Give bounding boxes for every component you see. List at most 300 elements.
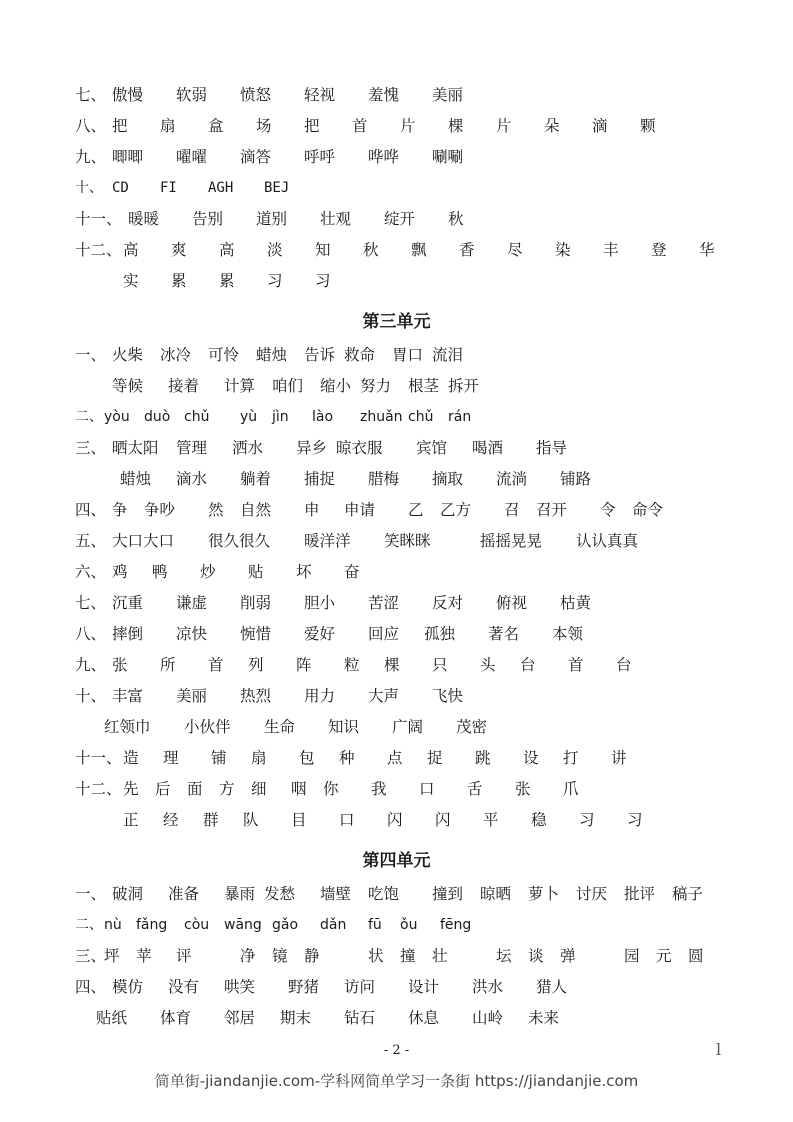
answer-word: 把 [112, 117, 128, 135]
answer-word: 我 [371, 780, 387, 798]
answer-word: 香 [459, 241, 475, 259]
answer-word: 模仿 [112, 978, 144, 996]
answer-word: 指导 [536, 439, 568, 457]
answer-word: 钻石 [344, 1009, 376, 1027]
answer-word: 首 [352, 117, 368, 135]
answer-word: 滴水 [176, 470, 208, 488]
answer-word: 嚁嚁 [176, 148, 208, 166]
answer-word: 茂密 [456, 718, 488, 736]
answer-word: 累 [171, 272, 187, 290]
answer-word: 十二、 [75, 780, 122, 798]
answer-word: 丰富 [112, 687, 144, 705]
answer-word: 缩小 [320, 377, 352, 395]
answer-word: 傲慢 [112, 86, 144, 104]
answer-word: 台 [520, 656, 536, 674]
answer-word: BEJ [264, 180, 290, 196]
answer-word: 本领 [552, 625, 584, 643]
answer-word: 谦虚 [176, 594, 208, 612]
answer-word: 捕捉 [304, 470, 336, 488]
answer-word: fū [368, 917, 382, 933]
answer-word: 申请 [344, 501, 376, 519]
answer-word: 十二、 [75, 241, 122, 259]
answer-word: 片 [496, 117, 512, 135]
answer-word: 萝卜 [528, 885, 560, 903]
answer-word: 发愁 [264, 885, 296, 903]
answer-word: 命令 [632, 501, 664, 519]
answer-word: 二、 [75, 409, 103, 425]
answer-line [0, 943, 793, 969]
answer-word: 九、 [75, 656, 107, 674]
answer-word: 张 [515, 780, 531, 798]
unit-heading: 第四单元 [362, 851, 431, 871]
answer-word: 十一、 [75, 210, 122, 228]
answer-word: 盒 [208, 117, 224, 135]
answer-word: fǎng [136, 917, 168, 933]
answer-word: 访问 [344, 978, 376, 996]
answer-word: 著名 [488, 625, 520, 643]
answer-word: 棵 [384, 656, 400, 674]
answer-word: 三、 [75, 947, 107, 965]
answer-word: 洒水 [232, 439, 264, 457]
answer-line [0, 404, 793, 430]
answer-word: 镜 [272, 947, 288, 965]
answer-word: 二、 [75, 917, 103, 933]
answer-line [0, 807, 793, 833]
answer-word: 唰唰 [432, 148, 464, 166]
answer-word: 阵 [296, 656, 312, 674]
answer-word: 哄笑 [224, 978, 256, 996]
answer-word: 滴 [592, 117, 608, 135]
answer-word: 喝酒 [472, 439, 504, 457]
answer-word: 大口大口 [112, 532, 175, 550]
answer-word: 设计 [408, 978, 440, 996]
answer-word: 摔倒 [112, 625, 144, 643]
answer-word: 你 [323, 780, 339, 798]
answer-word: 准备 [168, 885, 200, 903]
answer-word: 方 [219, 780, 235, 798]
answer-word: 乙 [408, 501, 424, 519]
answer-word: 苹 [136, 947, 152, 965]
answer-word: 愤怒 [240, 86, 272, 104]
answer-line [0, 974, 793, 1000]
answer-word: jìn [272, 409, 289, 425]
answer-word: 墙壁 [320, 885, 352, 903]
answer-word: 跳 [475, 749, 491, 767]
answer-word: 乙方 [440, 501, 472, 519]
answer-word: 躺着 [240, 470, 272, 488]
answer-word: 首 [568, 656, 584, 674]
answer-word: 秋 [363, 241, 379, 259]
answer-word: 张 [112, 656, 128, 674]
answer-word: 洪水 [472, 978, 504, 996]
answer-word: 六、 [75, 563, 107, 581]
answer-word: fēng [440, 917, 472, 933]
answer-word: 飘 [411, 241, 427, 259]
answer-word: 状 [368, 947, 384, 965]
answer-word: 闪 [387, 811, 403, 829]
answer-word: 一、 [75, 346, 107, 364]
answer-word: 谈 [528, 947, 544, 965]
answer-line [0, 497, 793, 523]
answer-word: 胆小 [304, 594, 336, 612]
answer-word: 拆开 [448, 377, 480, 395]
answer-word: 晾晒 [480, 885, 512, 903]
answer-word: 腊梅 [368, 470, 400, 488]
answer-word: 宾馆 [416, 439, 448, 457]
answer-word: 习 [267, 272, 283, 290]
answer-word: 滴答 [240, 148, 272, 166]
answer-word: 壮观 [320, 210, 352, 228]
answer-word: 稳 [531, 811, 547, 829]
answer-word: FI [160, 180, 177, 196]
answer-word: 十、 [75, 180, 103, 196]
answer-word: 只 [432, 656, 448, 674]
answer-word: 未来 [528, 1009, 560, 1027]
answer-line [0, 268, 793, 294]
answer-word: 努力 [360, 377, 392, 395]
answer-word: 丰 [603, 241, 619, 259]
answer-word: 破洞 [112, 885, 144, 903]
answer-word: 染 [555, 241, 571, 259]
answer-word: 种 [339, 749, 355, 767]
answer-word: AGH [208, 180, 234, 196]
answer-word: 先 [123, 780, 139, 798]
answer-word: 知 [315, 241, 331, 259]
answer-word: 苦涩 [368, 594, 400, 612]
answer-word: 异乡 [296, 439, 328, 457]
answer-word: 根茎 [408, 377, 440, 395]
answer-line [0, 82, 793, 108]
answer-word: 习 [315, 272, 331, 290]
answer-word: 凉快 [176, 625, 208, 643]
answer-word: 广阔 [392, 718, 424, 736]
answer-word: 经 [163, 811, 179, 829]
answer-word: 捉 [427, 749, 443, 767]
answer-word: 邻居 [224, 1009, 256, 1027]
answer-word: 坏 [296, 563, 312, 581]
answer-word: 反对 [432, 594, 464, 612]
answer-word: 争吵 [144, 501, 176, 519]
answer-word: 计算 [224, 377, 256, 395]
answer-line [0, 175, 793, 201]
answer-word: 美丽 [432, 86, 464, 104]
answer-line [0, 466, 793, 492]
answer-word: 期末 [280, 1009, 312, 1027]
answer-word: lào [312, 409, 334, 425]
answer-line [0, 435, 793, 461]
answer-word: dǎn [320, 917, 347, 933]
answer-word: 四、 [75, 978, 107, 996]
answer-word: ǒu [400, 917, 418, 933]
answer-word: 自然 [240, 501, 272, 519]
answer-word: 细 [251, 780, 267, 798]
answer-word: 圆 [688, 947, 704, 965]
answer-word: 飞快 [432, 687, 464, 705]
answer-word: 道别 [256, 210, 288, 228]
answer-word: 召开 [536, 501, 568, 519]
answer-word: 呼呼 [304, 148, 336, 166]
answer-word: 胃口 [392, 346, 424, 364]
answer-word: 淡 [267, 241, 283, 259]
answer-word: 枯黄 [560, 594, 592, 612]
answer-word: 七、 [75, 86, 107, 104]
answer-word: 爱好 [304, 625, 336, 643]
answer-word: 八、 [75, 625, 107, 643]
answer-line [0, 144, 793, 170]
answer-word: 爽 [171, 241, 187, 259]
answer-word: 三、 [75, 439, 107, 457]
answer-word: 撞 [400, 947, 416, 965]
answer-word: 山岭 [472, 1009, 504, 1027]
answer-word: 园 [624, 947, 640, 965]
answer-word: 贴纸 [96, 1009, 128, 1027]
answer-word: yòu [104, 409, 130, 425]
answer-word: 片 [400, 117, 416, 135]
answer-word: yù [240, 409, 258, 425]
answer-word: 评 [176, 947, 192, 965]
answer-word: 扇 [251, 749, 267, 767]
answer-word: 接着 [168, 377, 200, 395]
answer-word: 告别 [192, 210, 224, 228]
answer-line [0, 912, 793, 938]
answer-word: 闪 [435, 811, 451, 829]
answer-word: chǔ [184, 409, 210, 425]
answer-line [0, 1005, 793, 1031]
answer-word: 大声 [368, 687, 400, 705]
answer-line [0, 590, 793, 616]
answer-word: 十、 [75, 687, 107, 705]
answer-line [0, 714, 793, 740]
answer-word: 讨厌 [576, 885, 608, 903]
answer-word: 造 [123, 749, 139, 767]
answer-line [0, 881, 793, 907]
answer-word: 实 [123, 272, 139, 290]
answer-word: 鸭 [152, 563, 168, 581]
answer-word: 舌 [467, 780, 483, 798]
answer-word: 铺路 [560, 470, 592, 488]
answer-word: 队 [243, 811, 259, 829]
answer-line [0, 745, 793, 771]
answer-word: 生命 [264, 718, 296, 736]
answer-word: 七、 [75, 594, 107, 612]
answer-word: 回应 [368, 625, 400, 643]
answer-word: 壮 [432, 947, 448, 965]
unit-heading: 第三单元 [362, 312, 431, 332]
answer-word: 奋 [344, 563, 360, 581]
answer-word: còu [184, 917, 210, 933]
answer-line [0, 342, 793, 368]
edge-mark: l [716, 1040, 722, 1059]
answer-line [0, 776, 793, 802]
answer-word: duò [144, 409, 171, 425]
answer-word: 申 [304, 501, 320, 519]
answer-word: 冰冷 [160, 346, 192, 364]
answer-line [0, 652, 793, 678]
answer-word: 口 [339, 811, 355, 829]
answer-word: 令 [600, 501, 616, 519]
answer-word: 流泪 [432, 346, 464, 364]
answer-word: rán [448, 409, 472, 425]
answer-word: 所 [160, 656, 176, 674]
answer-word: 惋惜 [240, 625, 272, 643]
answer-word: 热烈 [240, 687, 272, 705]
answer-word: 秋 [448, 210, 464, 228]
answer-word: 暴雨 [224, 885, 256, 903]
answer-line [0, 373, 793, 399]
answer-word: 鸡 [112, 563, 128, 581]
answer-word: 习 [627, 811, 643, 829]
answer-word: 登 [651, 241, 667, 259]
answer-word: 后 [155, 780, 171, 798]
answer-word: 铺 [211, 749, 227, 767]
answer-word: 等候 [112, 377, 144, 395]
answer-word: 尽 [507, 241, 523, 259]
answer-word: 休息 [408, 1009, 440, 1027]
answer-word: 暖暖 [128, 210, 160, 228]
answer-word: 没有 [168, 978, 200, 996]
answer-word: 沉重 [112, 594, 144, 612]
answer-word: 红领巾 [104, 718, 151, 736]
answer-word: 元 [656, 947, 672, 965]
answer-word: 体育 [160, 1009, 192, 1027]
answer-word: 棵 [448, 117, 464, 135]
answer-word: 告诉 [304, 346, 336, 364]
footer-watermark: 简单街-jiandanjie.com-学科网简单学习一条街 https://jiandanjie.com [154, 1072, 639, 1090]
answer-word: 稿子 [672, 885, 704, 903]
answer-word: 批评 [624, 885, 656, 903]
answer-line [0, 237, 793, 263]
answer-word: 咱们 [272, 377, 304, 395]
answer-word: 平 [483, 811, 499, 829]
answer-word: 四、 [75, 501, 107, 519]
answer-word: 绽开 [384, 210, 416, 228]
answer-word: 火柴 [112, 346, 144, 364]
answer-word: 流淌 [496, 470, 528, 488]
answer-word: 摇摇晃晃 [480, 532, 543, 550]
answer-word: 撞到 [432, 885, 464, 903]
answer-word: 静 [304, 947, 320, 965]
answer-word: 朵 [544, 117, 560, 135]
answer-word: CD [112, 180, 129, 196]
answer-word: 扇 [160, 117, 176, 135]
answer-word: 晒太阳 [112, 439, 159, 457]
answer-line [0, 206, 793, 232]
answer-word: 头 [480, 656, 496, 674]
answer-word: 野猪 [288, 978, 320, 996]
answer-word: 管理 [176, 439, 208, 457]
answer-word: 爪 [563, 780, 579, 798]
answer-word: 场 [256, 117, 272, 135]
answer-word: 炒 [200, 563, 216, 581]
answer-word: 点 [387, 749, 403, 767]
answer-word: 然 [208, 501, 224, 519]
answer-word: 高 [219, 241, 235, 259]
answer-word: 贴 [248, 563, 264, 581]
answer-word: 八、 [75, 117, 107, 135]
answer-word: 笑眯眯 [384, 532, 431, 550]
answer-word: 可怜 [208, 346, 240, 364]
page-number: - 2 - [383, 1043, 410, 1058]
answer-word: 羞愧 [368, 86, 400, 104]
answer-word: 净 [240, 947, 256, 965]
answer-word: 用力 [304, 687, 336, 705]
answer-word: 摘取 [432, 470, 464, 488]
answer-word: 唧唧 [112, 148, 144, 166]
answer-word: 吃饱 [368, 885, 400, 903]
answer-word: 讲 [611, 749, 627, 767]
answer-word: 哗哗 [368, 148, 400, 166]
answer-word: 粒 [344, 656, 360, 674]
answer-word: 暖洋洋 [304, 532, 351, 550]
answer-word: 习 [579, 811, 595, 829]
answer-word: 争 [112, 501, 128, 519]
answer-word: 累 [219, 272, 235, 290]
answer-word: 软弱 [176, 86, 208, 104]
answer-word: 口 [419, 780, 435, 798]
answer-word: 高 [123, 241, 139, 259]
answer-word: 猎人 [536, 978, 568, 996]
answer-word: 五、 [75, 532, 107, 550]
answer-word: 知识 [328, 718, 360, 736]
answer-word: 目 [291, 811, 307, 829]
answer-word: 华 [699, 241, 715, 259]
answer-word: 正 [123, 811, 139, 829]
answer-word: 蜡烛 [256, 346, 288, 364]
answer-word: 美丽 [176, 687, 208, 705]
answer-word: 台 [616, 656, 632, 674]
answer-word: 设 [523, 749, 539, 767]
answer-word: 召 [504, 501, 520, 519]
answer-word: 理 [163, 749, 179, 767]
answer-word: 很久很久 [208, 532, 271, 550]
answer-line [0, 559, 793, 585]
answer-word: 一、 [75, 885, 107, 903]
answer-word: 列 [248, 656, 264, 674]
answer-word: 小伙伴 [184, 718, 231, 736]
answer-word: 认认真真 [576, 532, 639, 550]
answer-word: 面 [187, 780, 203, 798]
answer-word: 咽 [291, 780, 307, 798]
answer-line [0, 683, 793, 709]
answer-word: 削弱 [240, 594, 272, 612]
answer-line [0, 528, 793, 554]
answer-word: 首 [208, 656, 224, 674]
answer-word: 轻视 [304, 86, 336, 104]
answer-line [0, 113, 793, 139]
answer-word: 九、 [75, 148, 107, 166]
answer-word: chǔ [408, 409, 434, 425]
answer-word: 群 [203, 811, 219, 829]
answer-word: 十一、 [75, 749, 122, 767]
answer-word: 俯视 [496, 594, 528, 612]
answer-word: 把 [304, 117, 320, 135]
answer-word: zhuǎn [360, 409, 403, 425]
answer-word: 颗 [640, 117, 656, 135]
answer-word: gǎo [272, 917, 299, 933]
answer-word: 包 [299, 749, 315, 767]
answer-word: wāng [224, 917, 262, 933]
answer-line [0, 621, 793, 647]
answer-word: 弹 [560, 947, 576, 965]
answer-word: 蜡烛 [120, 470, 152, 488]
answer-word: 坪 [104, 947, 120, 965]
answer-word: 晾衣服 [336, 439, 383, 457]
answer-word: 救命 [344, 346, 376, 364]
answer-word: nù [104, 917, 122, 933]
answer-word: 孤独 [424, 625, 456, 643]
answer-word: 打 [563, 749, 579, 767]
answer-word: 坛 [496, 947, 512, 965]
